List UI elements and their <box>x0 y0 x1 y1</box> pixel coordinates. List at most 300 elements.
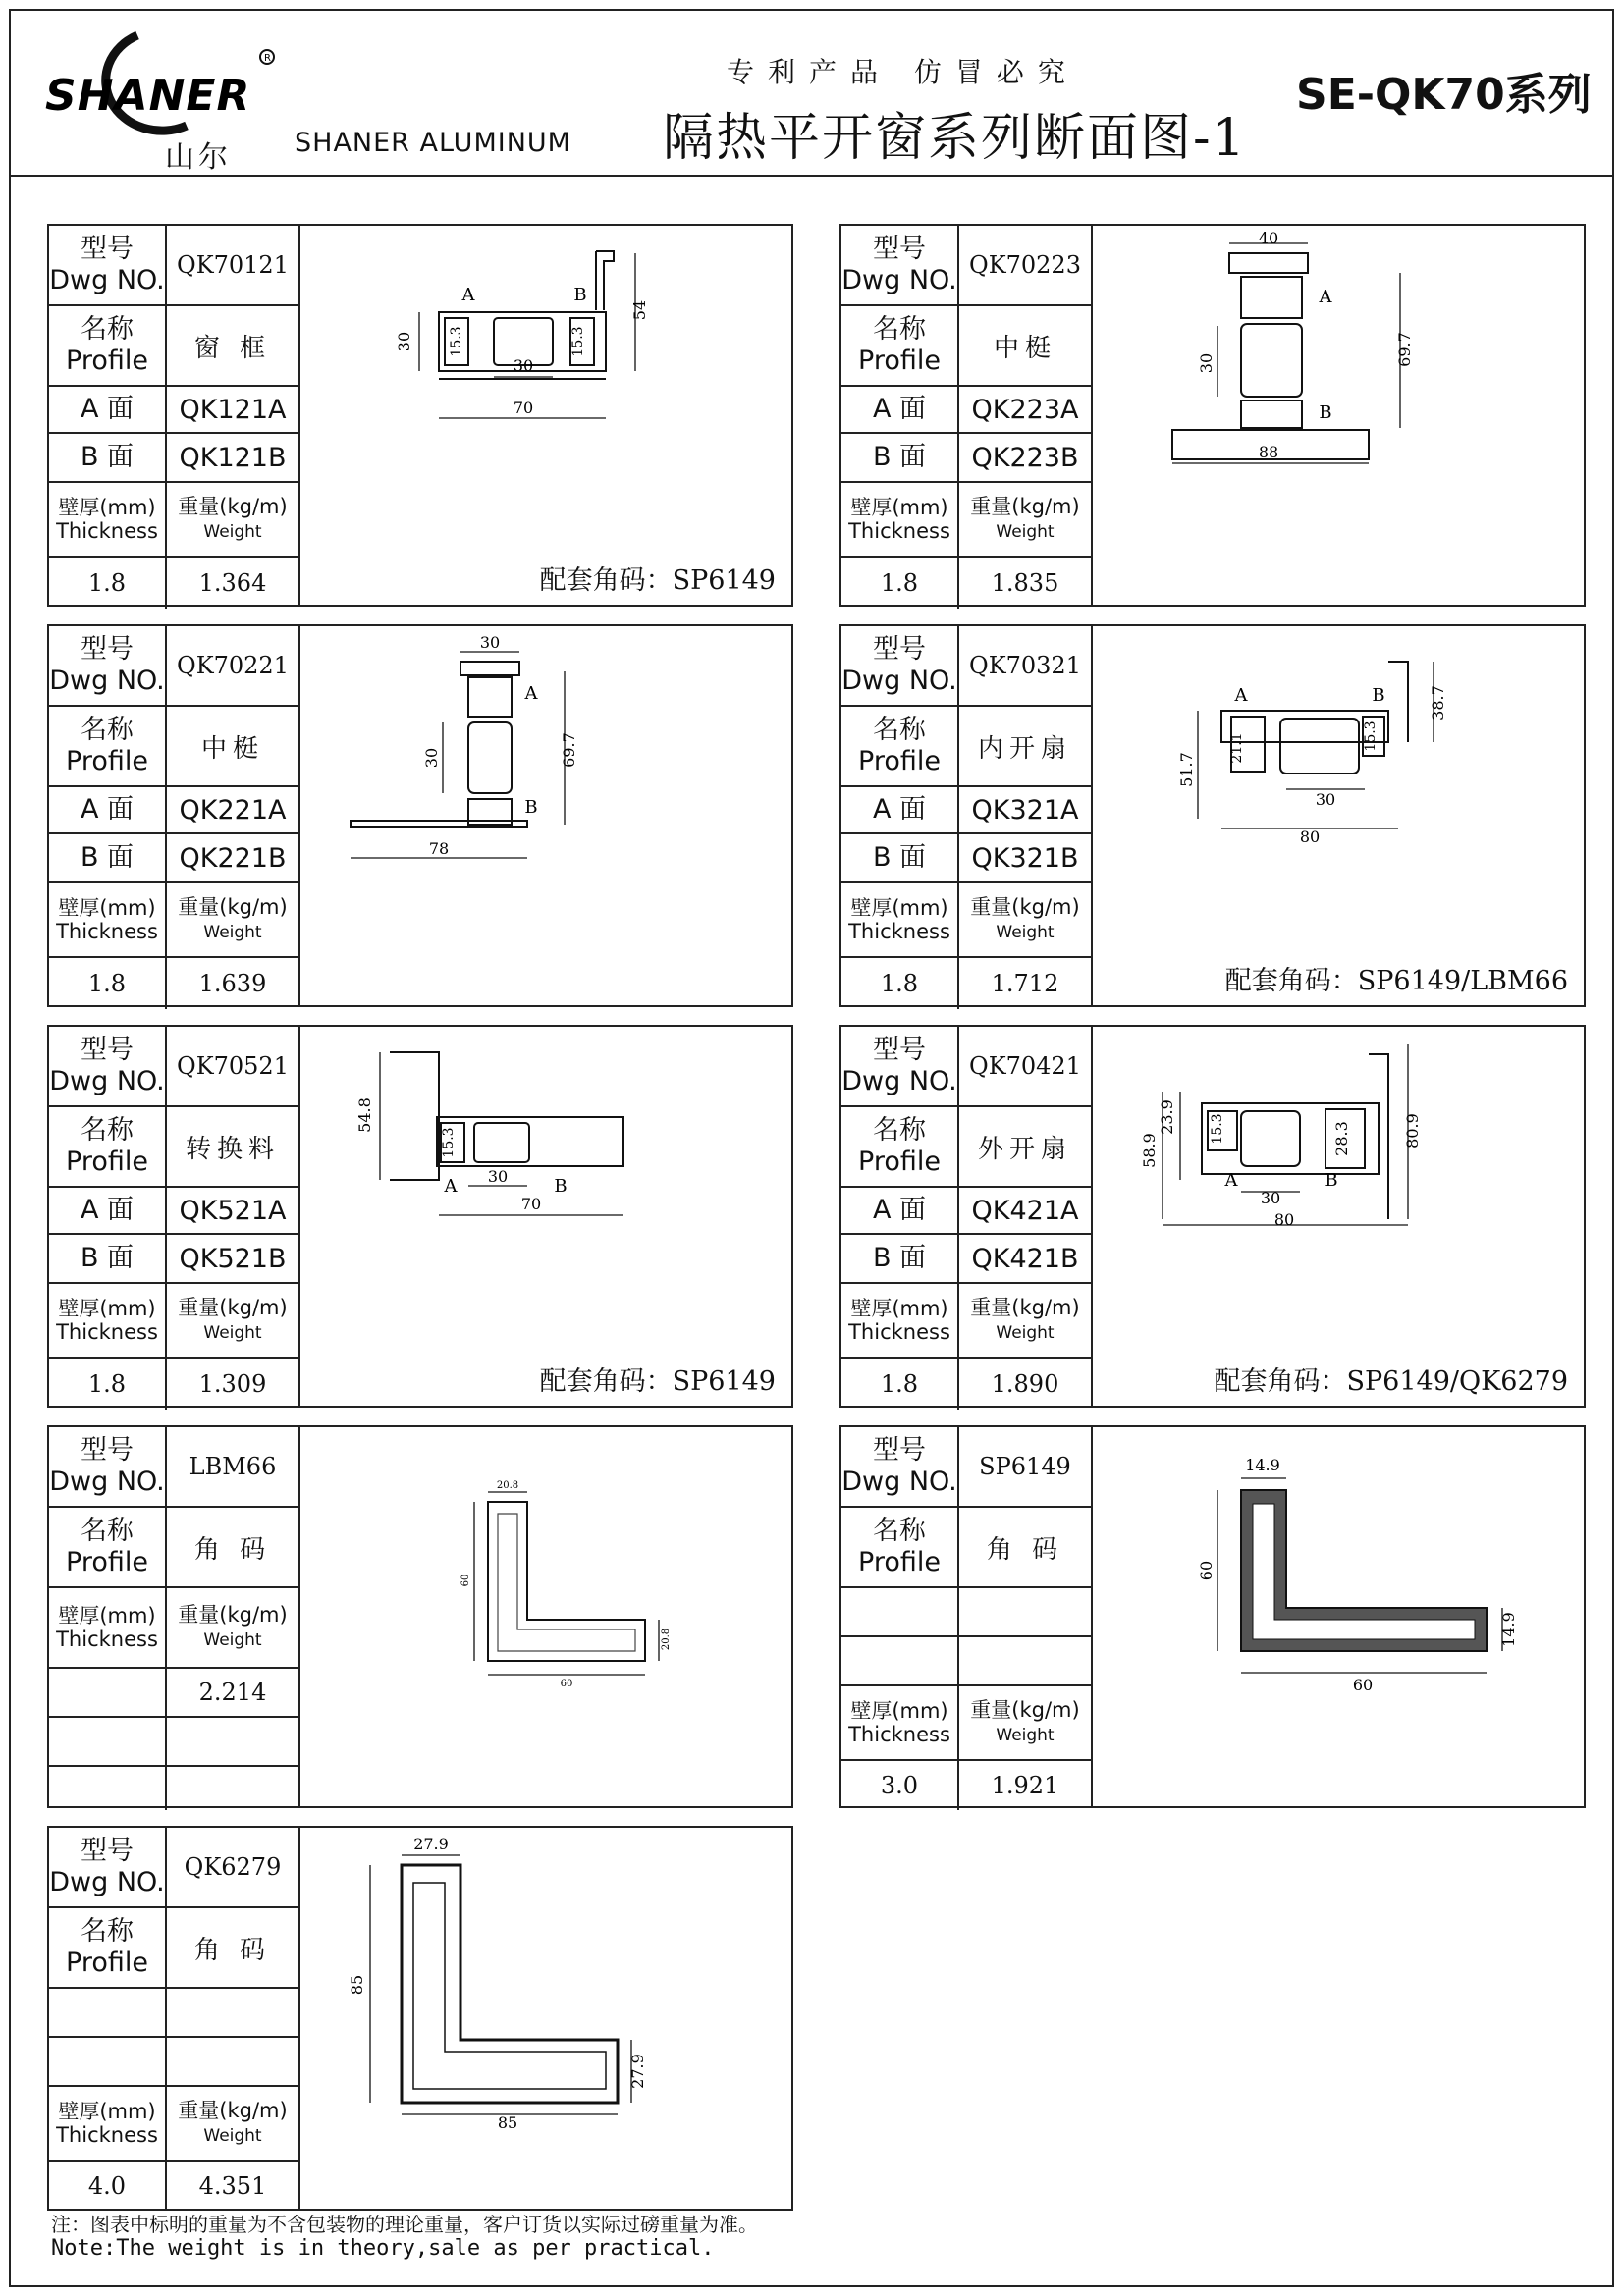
label-dwg-cn: 型号 <box>80 234 134 264</box>
cell-left <box>49 306 167 385</box>
spec-table <box>841 226 1093 605</box>
cell-left <box>49 834 167 881</box>
dim-label: 30 <box>487 1167 509 1186</box>
cell-left <box>49 226 167 304</box>
profile-card-QK6279 <box>47 1826 793 2211</box>
label-thickness-en: Thickness <box>56 1320 158 1344</box>
dim-label: 69.7 <box>560 732 578 768</box>
spec-row-vals <box>49 958 298 1009</box>
dim-label: 54 <box>630 299 649 321</box>
label-thickness-cn: 壁厚(mm) <box>850 896 948 920</box>
dim-label: A <box>1234 685 1248 706</box>
cell-left <box>49 434 167 481</box>
spec-row-b <box>841 434 1091 483</box>
cross-section-svg <box>1093 1427 1586 1806</box>
cell-left <box>841 1637 959 1684</box>
label-profile-cn: 名称 <box>872 715 926 745</box>
label-dwg-en: Dwg NO. <box>841 1066 957 1096</box>
cell-left <box>841 387 959 432</box>
cell-left <box>49 1989 167 2036</box>
cell-left <box>49 387 167 432</box>
spec-row-a <box>49 387 298 434</box>
dim-label: 27.9 <box>413 1835 449 1853</box>
spec-row-dwg <box>49 1027 298 1107</box>
spec-row-profile <box>49 707 298 787</box>
spec-table <box>841 1027 1093 1406</box>
dwg-number: QK70221 <box>177 652 289 679</box>
cell-left <box>49 483 167 556</box>
cell-left <box>49 1908 167 1987</box>
label-weight-en: Weight <box>996 522 1055 542</box>
cell-left <box>841 787 959 832</box>
cross-section-svg <box>1093 226 1586 605</box>
cell-right <box>167 1989 298 2036</box>
label-thickness-en: Thickness <box>56 920 158 943</box>
thickness-value: 1.8 <box>880 1370 919 1398</box>
dim-label: 80 <box>1299 828 1321 846</box>
cell-right <box>167 1588 298 1667</box>
label-weight-en: Weight <box>203 923 262 942</box>
spec-row-profile <box>841 1508 1091 1588</box>
cell-right <box>959 1107 1091 1186</box>
cell-right <box>959 1188 1091 1233</box>
cell-right <box>167 1107 298 1186</box>
spec-row-a <box>841 387 1091 434</box>
spec-row-thick <box>841 483 1091 558</box>
label-b-face: B 面 <box>872 842 927 873</box>
cell-left <box>49 1027 167 1105</box>
dim-label: 20.8 <box>496 1480 519 1491</box>
dim-label: B <box>1325 1170 1338 1191</box>
dim-label: 69.7 <box>1395 332 1414 367</box>
dim-label: 15.3 <box>570 326 586 357</box>
profile-drawing <box>1093 626 1584 1005</box>
dim-label: 30 <box>422 747 441 769</box>
spec-row-vals <box>841 1359 1091 1410</box>
weight-value: 1.890 <box>991 1370 1059 1398</box>
profile-drawing <box>300 626 791 1005</box>
spec-row-vals <box>49 558 298 609</box>
label-dwg-en: Dwg NO. <box>841 666 957 696</box>
label-weight-en: Weight <box>203 1630 262 1650</box>
profile-card-QK70321 <box>839 624 1586 1007</box>
dim-label: 60 <box>460 1574 471 1587</box>
dim-label: 30 <box>1197 352 1216 374</box>
dim-label: 15.3 <box>1210 1113 1225 1145</box>
label-profile-cn: 名称 <box>80 715 134 745</box>
label-profile-en: Profile <box>66 346 148 376</box>
label-weight-en: Weight <box>203 522 262 542</box>
dim-label: A <box>1319 287 1332 307</box>
b-face-code: QK121B <box>179 442 287 473</box>
profile-card-QK70521 <box>47 1025 793 1408</box>
cell-right <box>959 558 1091 609</box>
dim-label: 58.9 <box>1140 1133 1159 1168</box>
label-weight-en: Weight <box>996 923 1055 942</box>
profile-card-LBM66 <box>47 1425 793 1808</box>
b-face-code: QK221B <box>179 842 287 874</box>
a-face-code: QK221A <box>179 794 287 826</box>
spec-row-empty <box>841 1588 1091 1637</box>
label-thickness-en: Thickness <box>56 2123 158 2147</box>
b-face-code: QK223B <box>971 442 1079 473</box>
cell-left <box>49 2087 167 2160</box>
dim-label: A <box>1224 1170 1238 1191</box>
cross-section-svg <box>300 1027 793 1406</box>
series-name: SE-QK70系列 <box>1296 70 1592 120</box>
cell-right <box>959 707 1091 785</box>
spec-table <box>49 1828 300 2209</box>
label-weight-en: Weight <box>996 1323 1055 1343</box>
label-weight-cn: 重量(kg/m) <box>970 1698 1080 1722</box>
label-profile-en: Profile <box>858 1547 941 1577</box>
thickness-value: 1.8 <box>87 1370 127 1398</box>
dim-label: 30 <box>395 331 413 352</box>
cell-right <box>167 434 298 481</box>
spec-row-profile <box>841 707 1091 787</box>
profile-drawing <box>300 1828 791 2209</box>
spec-row-vals <box>49 1359 298 1410</box>
company-name: SHANER ALUMINUM <box>295 128 571 158</box>
label-profile-cn: 名称 <box>80 1916 134 1947</box>
profile-name: 角 码 <box>193 1534 272 1565</box>
dwg-number: QK6279 <box>184 1853 282 1881</box>
label-dwg-cn: 型号 <box>872 1035 926 1065</box>
spec-row-profile <box>49 1107 298 1188</box>
label-profile-en: Profile <box>66 746 148 776</box>
cell-left <box>841 1427 959 1506</box>
profile-name: 角 码 <box>193 1935 272 1965</box>
cell-right <box>167 1718 298 1765</box>
cell-right <box>167 1284 298 1357</box>
cell-right <box>167 1669 298 1716</box>
cell-right <box>167 558 298 609</box>
cell-left <box>841 434 959 481</box>
cell-left <box>841 834 959 881</box>
spec-row-profile <box>49 306 298 387</box>
label-a-face: A 面 <box>872 394 927 424</box>
cell-right <box>167 958 298 1009</box>
cell-left <box>841 1027 959 1105</box>
cross-section-svg <box>300 626 793 1005</box>
profile-name: 外开扇 <box>977 1134 1072 1164</box>
cell-left <box>841 1359 959 1410</box>
cell-right <box>959 1637 1091 1684</box>
spec-row-thick <box>49 1588 298 1669</box>
spec-row-thick <box>49 2087 298 2162</box>
dim-label: 14.9 <box>1245 1456 1280 1474</box>
label-weight-cn: 重量(kg/m) <box>970 1296 1080 1319</box>
cell-left <box>49 1828 167 1906</box>
dim-label: 40 <box>1258 229 1279 247</box>
label-profile-en: Profile <box>66 1147 148 1177</box>
spec-row-thick <box>841 883 1091 958</box>
spec-table <box>49 226 300 605</box>
cell-right <box>167 387 298 432</box>
cell-right <box>167 2038 298 2085</box>
spec-row-dwg <box>49 626 298 707</box>
dim-label: 80.9 <box>1403 1113 1422 1148</box>
dim-label: B <box>573 285 587 305</box>
cell-left <box>841 483 959 556</box>
note-cn: 注：图表中标明的重量为不含包装物的理论重量，客户订货以实际过磅重量为准。 <box>51 2213 758 2236</box>
cell-right <box>959 883 1091 956</box>
b-face-code: QK521B <box>179 1243 287 1274</box>
dwg-number: QK70321 <box>969 652 1081 679</box>
dim-label: 70 <box>520 1195 542 1213</box>
dim-label: 80 <box>1273 1210 1295 1229</box>
profile-name: 窗 框 <box>193 333 272 363</box>
spec-row-empty <box>49 1718 298 1767</box>
spec-row-thick <box>49 483 298 558</box>
dim-label: A <box>461 285 475 305</box>
cell-left <box>841 1508 959 1586</box>
label-profile-en: Profile <box>858 1147 941 1177</box>
cell-right <box>167 787 298 832</box>
fitting-note: 配套角码：SP6149/QK6279 <box>1214 1366 1568 1397</box>
dim-label: 20.8 <box>661 1628 672 1651</box>
label-thickness-en: Thickness <box>848 1723 950 1746</box>
dim-label: 30 <box>1315 790 1336 809</box>
spec-row-profile <box>49 1908 298 1989</box>
dim-label: 78 <box>428 839 450 858</box>
dim-label: A <box>444 1176 458 1197</box>
cross-section-svg <box>300 1828 793 2209</box>
label-dwg-en: Dwg NO. <box>49 1467 165 1497</box>
spec-row-thick <box>841 1686 1091 1761</box>
cell-right <box>167 226 298 304</box>
cross-section-svg <box>1093 626 1586 1005</box>
dim-label: 30 <box>513 356 534 375</box>
logo-brand-cn: 山尔 <box>165 140 232 175</box>
cell-right <box>167 626 298 705</box>
label-dwg-en: Dwg NO. <box>49 1867 165 1897</box>
label-thickness-en: Thickness <box>56 1628 158 1651</box>
cell-left <box>49 1588 167 1667</box>
cell-right <box>959 958 1091 1009</box>
cell-left <box>841 626 959 705</box>
profile-drawing <box>300 226 791 605</box>
dim-label: 88 <box>1258 443 1279 461</box>
dim-label: 30 <box>479 633 501 652</box>
dim-label: 27.9 <box>628 2054 647 2089</box>
cell-left <box>49 558 167 609</box>
cell-left <box>841 958 959 1009</box>
profile-name: 中梃 <box>993 333 1056 363</box>
label-thickness-en: Thickness <box>848 1320 950 1344</box>
label-thickness-cn: 壁厚(mm) <box>58 1604 156 1628</box>
profile-drawing <box>300 1027 791 1406</box>
cross-section-svg <box>300 1427 793 1806</box>
spec-row-b <box>49 434 298 483</box>
label-profile-en: Profile <box>858 346 941 376</box>
label-dwg-cn: 型号 <box>80 634 134 665</box>
cell-left <box>841 1284 959 1357</box>
spec-row-dwg <box>841 226 1091 306</box>
profile-drawing <box>300 1427 791 1806</box>
label-b-face: B 面 <box>872 442 927 472</box>
label-dwg-en: Dwg NO. <box>49 666 165 696</box>
label-weight-cn: 重量(kg/m) <box>970 895 1080 919</box>
thickness-value: 3.0 <box>880 1772 919 1799</box>
cell-left <box>49 958 167 1009</box>
thickness-value: 1.8 <box>880 569 919 597</box>
label-weight-cn: 重量(kg/m) <box>178 2099 288 2122</box>
cell-right <box>167 1828 298 1906</box>
label-thickness-cn: 壁厚(mm) <box>850 1699 948 1723</box>
label-dwg-en: Dwg NO. <box>841 1467 957 1497</box>
cell-left <box>841 1761 959 1810</box>
cell-left <box>49 1235 167 1282</box>
weight-value: 1.921 <box>991 1772 1059 1799</box>
cell-right <box>959 1508 1091 1586</box>
label-a-face: A 面 <box>872 1195 927 1225</box>
a-face-code: QK321A <box>971 794 1079 826</box>
spec-table <box>49 1027 300 1406</box>
spec-row-dwg <box>49 1828 298 1908</box>
cell-right <box>959 306 1091 385</box>
note-en: Note:The weight is in theory,sale as per practical. <box>51 2236 715 2261</box>
cell-right <box>167 1908 298 1987</box>
dwg-number: QK70223 <box>969 251 1081 279</box>
dim-label: 21.1 <box>1229 732 1245 764</box>
spec-table <box>49 1427 300 1806</box>
spec-row-dwg <box>841 626 1091 707</box>
cell-right <box>167 1235 298 1282</box>
label-b-face: B 面 <box>80 1243 135 1273</box>
dim-label: 60 <box>1197 1560 1216 1581</box>
spec-row-thick <box>841 1284 1091 1359</box>
spec-row-empty <box>49 1767 298 1810</box>
cell-right <box>959 1427 1091 1506</box>
dim-label: B <box>1319 402 1332 423</box>
label-thickness-cn: 壁厚(mm) <box>58 2100 156 2123</box>
cell-right <box>959 834 1091 881</box>
label-weight-cn: 重量(kg/m) <box>178 895 288 919</box>
label-dwg-cn: 型号 <box>872 1435 926 1466</box>
label-weight-cn: 重量(kg/m) <box>178 495 288 518</box>
label-weight-cn: 重量(kg/m) <box>178 1603 288 1627</box>
dim-label: 38.7 <box>1429 685 1447 721</box>
label-profile-cn: 名称 <box>80 1115 134 1146</box>
label-dwg-en: Dwg NO. <box>49 1066 165 1096</box>
label-thickness-en: Thickness <box>848 519 950 543</box>
cell-right <box>959 387 1091 432</box>
label-profile-cn: 名称 <box>80 314 134 345</box>
label-profile-en: Profile <box>66 1547 148 1577</box>
dim-label: 30 <box>1260 1189 1281 1207</box>
dwg-number: QK70121 <box>177 251 289 279</box>
cell-right <box>167 306 298 385</box>
spec-row-vals <box>49 2162 298 2211</box>
header-divider <box>9 175 1614 177</box>
label-profile-cn: 名称 <box>872 1115 926 1146</box>
cell-right <box>167 1359 298 1410</box>
cell-right <box>959 1235 1091 1282</box>
label-weight-en: Weight <box>203 2126 262 2146</box>
spec-table <box>841 1427 1093 1806</box>
cell-right <box>959 1686 1091 1759</box>
cell-left <box>841 226 959 304</box>
cell-left <box>49 626 167 705</box>
cell-right <box>959 1284 1091 1357</box>
dim-label: 70 <box>513 399 534 417</box>
spec-row-a <box>841 787 1091 834</box>
label-profile-cn: 名称 <box>80 1516 134 1546</box>
label-weight-cn: 重量(kg/m) <box>970 495 1080 518</box>
cell-right <box>167 483 298 556</box>
company-logo <box>39 29 285 175</box>
spec-table <box>49 626 300 1005</box>
spec-row-b <box>841 834 1091 883</box>
spec-row-profile <box>841 306 1091 387</box>
label-thickness-cn: 壁厚(mm) <box>58 1297 156 1320</box>
profile-drawing <box>1093 226 1584 605</box>
cell-right <box>167 834 298 881</box>
spec-table <box>841 626 1093 1005</box>
cell-right <box>167 1767 298 1810</box>
dim-label: B <box>554 1176 568 1197</box>
b-face-code: QK421B <box>971 1243 1079 1274</box>
label-weight-cn: 重量(kg/m) <box>178 1296 288 1319</box>
dwg-number: QK70421 <box>969 1052 1081 1080</box>
a-face-code: QK521A <box>179 1195 287 1226</box>
cell-left <box>49 1188 167 1233</box>
dwg-number: SP6149 <box>979 1453 1071 1480</box>
profile-drawing <box>1093 1427 1584 1806</box>
fitting-note: 配套角码：SP6149 <box>539 565 776 596</box>
label-thickness-cn: 壁厚(mm) <box>58 496 156 519</box>
a-face-code: QK223A <box>971 394 1079 425</box>
cell-left <box>841 1588 959 1635</box>
profile-card-QK70223 <box>839 224 1586 607</box>
cell-right <box>167 2162 298 2211</box>
weight-value: 2.214 <box>198 1679 267 1706</box>
a-face-code: QK421A <box>971 1195 1079 1226</box>
label-dwg-cn: 型号 <box>80 1035 134 1065</box>
cell-left <box>49 1107 167 1186</box>
spec-row-profile <box>841 1107 1091 1188</box>
dim-label: 85 <box>497 2113 518 2132</box>
spec-row-a <box>841 1188 1091 1235</box>
cell-left <box>49 2038 167 2085</box>
dim-label: 28.3 <box>1332 1121 1351 1156</box>
label-profile-en: Profile <box>66 1948 148 1978</box>
label-profile-en: Profile <box>858 746 941 776</box>
cell-right <box>959 787 1091 832</box>
cell-left <box>841 1235 959 1282</box>
cell-right <box>959 1027 1091 1105</box>
spec-row-dwg <box>841 1427 1091 1508</box>
cross-section-svg <box>300 226 793 605</box>
dim-label: A <box>524 683 538 704</box>
cell-right <box>167 1427 298 1506</box>
cell-right <box>167 1508 298 1586</box>
label-weight-en: Weight <box>996 1726 1055 1745</box>
profile-name: 中梃 <box>200 733 264 764</box>
thickness-value: 1.8 <box>880 970 919 997</box>
cell-right <box>167 1188 298 1233</box>
spec-row-a <box>49 787 298 834</box>
cell-left <box>49 1508 167 1586</box>
weight-value: 4.351 <box>198 2172 267 2200</box>
label-dwg-cn: 型号 <box>872 634 926 665</box>
dim-label: B <box>1372 685 1385 706</box>
cell-left <box>841 1107 959 1186</box>
cell-left <box>49 1669 167 1716</box>
fitting-note: 配套角码：SP6149/LBM66 <box>1224 966 1568 996</box>
thickness-value: 1.8 <box>87 970 127 997</box>
